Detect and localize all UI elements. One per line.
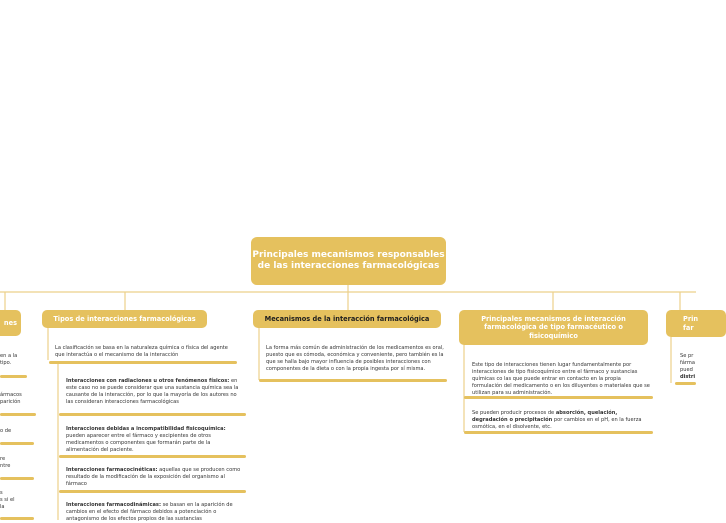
branch-tipos-label: Tipos de interacciones farmacológicas <box>53 314 196 323</box>
left-fragment: re <box>0 456 6 462</box>
farmaceutico-second-underline <box>464 431 653 434</box>
farmacocineticas-text: aquellas que se producen como resultado de la modificación de la exposición del organismo al fármaco <box>66 467 241 488</box>
left-fragment: en a la <box>0 353 18 359</box>
radiaciones-underline <box>59 413 246 416</box>
left-underline <box>0 442 34 445</box>
farmacodinamicas-heading: Interacciones farmacodinámicas: <box>66 502 161 508</box>
left-fragment: o de <box>0 428 12 434</box>
left-underline <box>0 413 36 416</box>
farmaceutico-first-underline <box>464 396 653 399</box>
left-fragment: parición <box>0 399 21 405</box>
left-underline <box>0 375 27 378</box>
incompatibilidad-underline <box>59 455 246 458</box>
right-underline <box>675 382 696 385</box>
farmacocineticas-heading: Interacciones farmacocinéticas: <box>66 467 158 473</box>
farmacocineticas-note <box>66 467 244 488</box>
left-underline <box>0 477 34 480</box>
farmaceutico-second-post: por cambios en el pH, en la fuerza osmótica, en el disolvente, etc. <box>472 417 642 431</box>
right-fragment: Se pr <box>680 353 694 359</box>
left-fragment: ntre <box>0 463 11 469</box>
tipos-intro-underline <box>49 361 237 364</box>
incompatibilidad-text: pueden aparecer entre el fármaco y excipientes de otros medicamentos o componentes que formarán parte de la alimentación del paciente. <box>66 433 211 454</box>
farmacodinamicas-text: se basan en la aparición de cambios en el efecto del fármaco debidos a potenciación o antagonismo de los efectos propios de las sustancias <box>66 502 233 523</box>
left-fragment: ármacos <box>0 392 22 398</box>
right-fragment: pued <box>680 367 693 373</box>
mecanismos-underline <box>259 379 447 382</box>
radiaciones-note <box>66 378 244 406</box>
branch-farmaceutico-label: Principales mecanismos de interacción farmacológica de tipo farmacéutico o fisicoquímico <box>481 315 626 340</box>
radiaciones-text: en este caso no se puede considerar que una sustancia química sea la causante de la interacción, por lo que la mayoría de los autores no las consideran interacciones farmacológicas <box>66 378 239 406</box>
left-fragment: tipo. <box>0 360 12 366</box>
mecanismos-note: La forma más común de administración de los medicamentos es oral, puesto que es cómoda, económica y conveniente, pero también es la que se halla bajo mayor influencia de posibles interacciones con componentes de la dieta o con la propia ingesta por sí misma. <box>266 345 444 373</box>
left-fragment: s si el <box>0 497 15 503</box>
right-fragment-bold: distri <box>680 374 696 380</box>
branch-left-edge[interactable] <box>0 310 21 336</box>
farmacodinamicas-note <box>66 502 244 523</box>
farmacocineticas-underline <box>59 490 246 493</box>
farmaceutico-second-bold: absorción, quelación, degradación o precipitación <box>472 410 618 424</box>
left-underline <box>0 517 34 520</box>
farmaceutico-first-note: Este tipo de interacciones tienen lugar fundamentalmente por interacciones de tipo fisicoquímico entre el fármaco y sustancias químicas co las que puede entrar en contacto en la propia formulación del medicamento o en los diluyentes o materiales que se utilizan para su administración. <box>472 362 650 397</box>
root-title: Principales mecanismos responsables de las interacciones farmacológicas <box>252 249 445 271</box>
branch-tipos[interactable] <box>42 310 207 328</box>
incompatibilidad-heading: Interacciones debidas a incompatibilidad fisicoquímica: <box>66 426 226 432</box>
branch-farmaceutico[interactable] <box>459 310 648 345</box>
branch-left-edge-label: nes <box>3 318 17 327</box>
incompatibilidad-note <box>66 426 244 454</box>
branch-mecanismos[interactable] <box>253 310 441 328</box>
right-fragment <box>680 374 695 381</box>
left-fragment: la <box>0 504 5 510</box>
right-fragment: fárma <box>680 360 696 366</box>
branch-right-edge-label: Prin far <box>683 315 699 332</box>
farmaceutico-second-note <box>472 410 648 431</box>
branch-right-edge[interactable] <box>666 310 726 337</box>
tipos-intro-note: La clasificación se basa en la naturaleza química o física del agente que interactúa o el mecanismo de la interacción <box>55 345 228 359</box>
branch-mecanismos-label: Mecanismos de la interacción farmacológica <box>264 314 430 323</box>
root-node[interactable] <box>251 237 446 285</box>
farmaceutico-second-pre: Se pueden producir procesos de <box>472 410 556 416</box>
left-fragment: s <box>0 490 3 496</box>
radiaciones-heading: Interacciones con radiaciones u otros fenómenos físicos: <box>66 378 230 384</box>
